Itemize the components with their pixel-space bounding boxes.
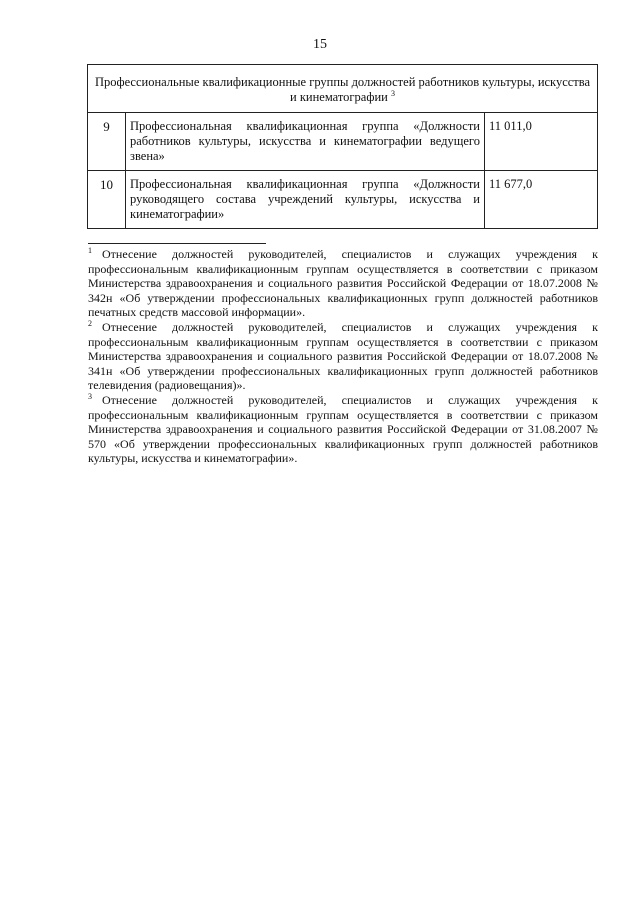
group-header-text: Профессиональные квалификационные группы должностей работников культуры, искусства и кинематографии bbox=[94, 75, 591, 104]
footnote-text: Отнесение должностей руководителей, специалистов и служащих учреждения к профессиональным квалификационным группам осуществляется в соответствии с приказом Министерства здравоохранения и социального развития Российской Федерации от 31.08.2007 № 570 «Об утверждении профессиональных квалификационных групп должностей работников культуры, искусства и кинематографии». bbox=[88, 392, 598, 466]
row-salary: 11 011,0 bbox=[485, 113, 598, 171]
page-number: 15 bbox=[313, 37, 327, 52]
row-number: 9 bbox=[88, 113, 126, 171]
footnote-text: Отнесение должностей руководителей, специалистов и служащих учреждения к профессиональным квалификационным группам осуществляется в соответствии с приказом Министерства здравоохранения и социального развития Российской Федерации от 18.07.2008 № 342н «Об утверждении профессиональных квалификационных групп должностей работников печатных средств массовой информации». bbox=[88, 247, 598, 320]
table-group-header bbox=[88, 65, 598, 113]
footnote-text: Отнесение должностей руководителей, специалистов и служащих учреждения к профессиональным квалификационным группам осуществляется в соответствии с приказом Министерства здравоохранения и социального развития Российской Федерации от 18.07.2008 № 341н «Об утверждении профессиональных квалификационных групп должностей работников телевидения (радиовещания)». bbox=[88, 319, 598, 393]
footnote-item: 2 Отнесение должностей руководителей, специалистов и служащих учреждения к профессиональным квалификационным группам осуществляется в соответствии с приказом Министерства здравоохранения и социального развития Российской Федерации от 18.07.2008 № 341н «Об утверждении профессиональных квалификационных групп должностей работников телевидения (радиовещания)». bbox=[88, 318, 598, 393]
group-header-footnote-ref: 3 bbox=[390, 88, 395, 98]
row-description: Профессиональная квалификационная группа «Должности работников культуры, искусства и кинематографии ведущего звена» bbox=[126, 113, 485, 171]
table-group-header-row bbox=[88, 65, 598, 113]
row-description: Профессиональная квалификационная группа «Должности руководящего состава учреждений культуры, искусства и кинематографии» bbox=[126, 171, 485, 229]
table-row bbox=[88, 171, 598, 229]
footnotes bbox=[88, 247, 598, 466]
footnote-separator bbox=[88, 243, 266, 244]
salary-table bbox=[87, 64, 598, 229]
row-salary: 11 677,0 bbox=[485, 171, 598, 229]
footnote-item: 1 Отнесение должностей руководителей, специалистов и служащих учреждения к профессиональным квалификационным группам осуществляется в соответствии с приказом Министерства здравоохранения и социального развития Российской Федерации от 18.07.2008 № 342н «Об утверждении профессиональных квалификационных групп должностей работников печатных средств массовой информации». bbox=[88, 246, 598, 320]
footnote-item: 3 Отнесение должностей руководителей, специалистов и служащих учреждения к профессиональным квалификационным группам осуществляется в соответствии с приказом Министерства здравоохранения и социального развития Российской Федерации от 31.08.2007 № 570 «Об утверждении профессиональных квалификационных групп должностей работников культуры, искусства и кинематографии». bbox=[88, 391, 598, 466]
row-number: 10 bbox=[88, 171, 126, 229]
table-row bbox=[88, 113, 598, 171]
